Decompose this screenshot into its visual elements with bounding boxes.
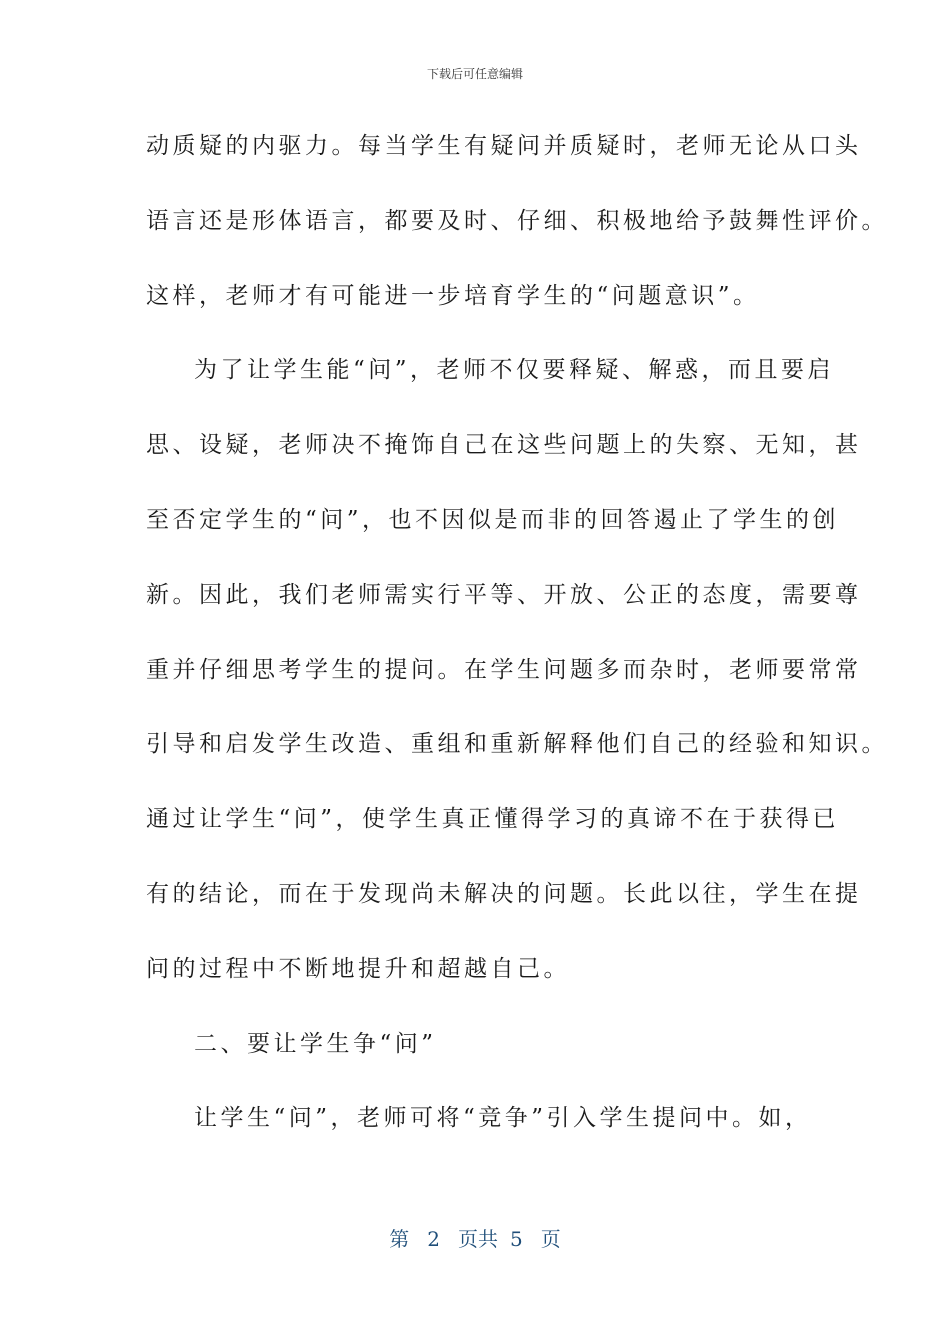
body-line: 有的结论，而在于发现尚未解决的问题。长此以往，学生在提 xyxy=(146,880,862,907)
body-line: 这样，老师才有可能进一步培育学生的“问题意识”。 xyxy=(146,282,760,309)
body-line: 思、设疑，老师决不掩饰自己在这些问题上的失察、无知，甚 xyxy=(146,432,862,459)
footer-page-number: 2 xyxy=(427,1227,440,1251)
body-line: 问的过程中不断地提升和超越自己。 xyxy=(146,955,570,982)
body-line: 至否定学生的“问”，也不因似是而非的回答遏止了学生的创 xyxy=(146,506,840,533)
footer-suffix: 页 xyxy=(540,1227,561,1251)
body-line: 通过让学生“问”，使学生真正懂得学习的真谛不在于获得已 xyxy=(146,806,840,833)
page-footer xyxy=(0,1226,950,1252)
body-line: 引导和启发学生改造、重组和重新解释他们自己的经验和知识。 xyxy=(146,731,888,758)
paragraph-start-line: 让学生“问”，老师可将“竞争”引入学生提问中。如， xyxy=(194,1105,812,1132)
document-body xyxy=(146,122,888,1169)
section-heading: 二、要让学生争“问” xyxy=(194,1030,437,1057)
body-line: 重并仔细思考学生的提问。在学生问题多而杂时，老师要常常 xyxy=(146,656,862,683)
footer-middle: 页共 xyxy=(458,1227,498,1251)
body-line: 语言还是形体语言，都要及时、仔细、积极地给予鼓舞性评价。 xyxy=(146,207,888,234)
footer-prefix: 第 xyxy=(389,1227,410,1251)
paragraph-start-line: 为了让学生能“问”，老师不仅要释疑、解惑，而且要启 xyxy=(194,357,835,384)
page-header: 下载后可任意编辑 xyxy=(426,67,523,81)
body-line: 新。因此，我们老师需实行平等、开放、公正的态度，需要尊 xyxy=(146,581,862,608)
footer-total-pages: 5 xyxy=(510,1227,523,1251)
body-line: 动质疑的内驱力。每当学生有疑问并质疑时，老师无论从口头 xyxy=(146,133,862,159)
